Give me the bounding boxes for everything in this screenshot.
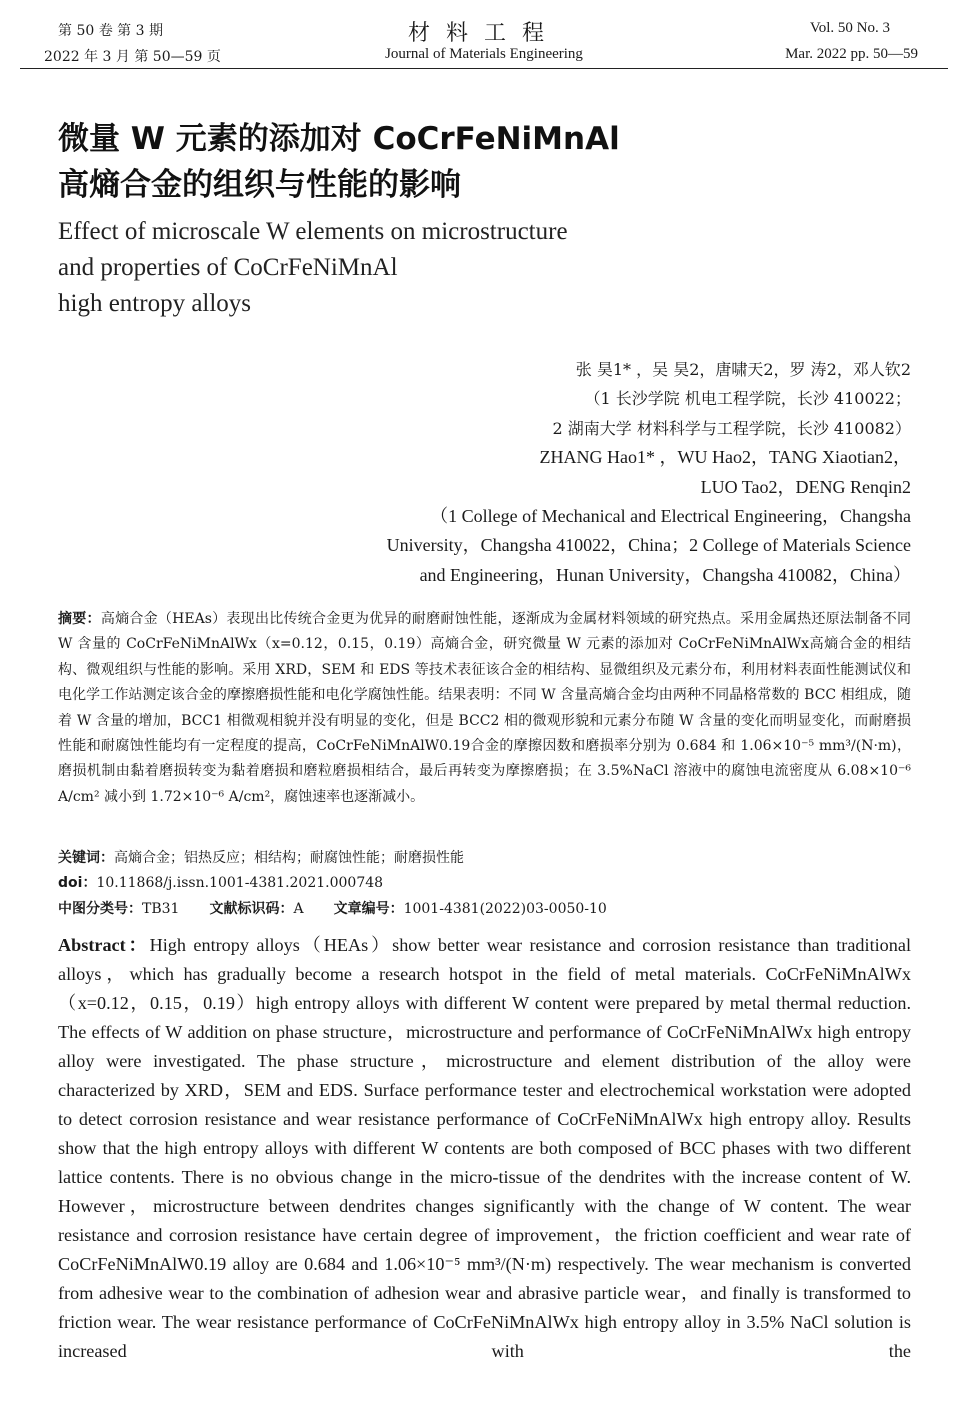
header-date-en: Mar. 2022 pp. 50—59 — [785, 46, 918, 62]
authors-chinese: 张 昊1* ，吴 昊2，唐啸天2，罗 涛2，邓人钦2 — [575, 360, 911, 379]
doi-line — [58, 871, 911, 895]
abstract-chinese-text: 高熵合金（HEAs）表现出比传统合金更为优异的耐磨耐蚀性能，逐渐成为金属材料领域的研究热点。采用金属热还原法制备不同 W 含量的 CoCrFeNiMnAlWx（x=0.12，0.15，0.19）高熵合金，研究微量 W 元素的添加对 CoCrFeNiMnAlWx高熵合金的相结构、微观组织与性能的影响。采用 XRD，SEM 和 EDS 等技术表征该合金的相结构、显微组织及元素分布，利用材料表面性能测试仪和电化学工作站测定该合金的摩擦磨损性能和电化学腐蚀性能。结果表明：不同 W 含量高熵合金均由两种不同晶格常数的 BCC 相组成，随着 W 含量的增加，BCC1 相微观相貌并没有明显的变化，但是 BCC2 相的微观形貌和元素分布随 W 含量的变化而明显变化，而耐磨损性能和耐腐蚀性能均有一定程度的提高，CoCrFeNiMnAlW0.19合金的摩擦因数和磨损率分别为 0.684 和 1.06×10⁻⁵ mm³/(N·m)，磨损机制由黏着磨损转变为黏着磨损和磨粒磨损相结合，最后再转变为摩擦磨损；在 3.5%NaCl 溶液中的腐蚀电流密度从 6.08×10⁻⁶ A/cm² 减小到 1.72×10⁻⁶ A/cm²，腐蚀速率也逐渐减小。 — [58, 611, 911, 805]
affiliation-chinese-1: （1 长沙学院 机电工程学院，长沙 410022； — [584, 389, 911, 409]
header-date-zh: 2022 年 3 月 第 50—59 页 — [44, 49, 221, 65]
abstract-english — [58, 931, 911, 1366]
header-volume-zh: 第 50 卷 第 3 期 — [58, 23, 163, 39]
doi-link[interactable]: 10.11868/j.issn.1001-4381.2021.000748 — [96, 875, 384, 891]
affiliation-english-2: University，Changsha 410022，China；2 College of Materials Science — [386, 535, 911, 556]
abstract-english-text: High entropy alloys（HEAs）show better wear resistance and corrosion resistance than traditional alloys，which has gradually become a research hotspot in the field of metal materials. CoCrFeNiMnAlWx（x=0.12，0.15，0.19）high entropy alloys with different W content were prepared by metal thermal reduction. The effects of W addition on phase structure，microstructure and performance of CoCrFeNiMnAlWx high entropy alloy were investigated. The phase structure，microstructure and element distribution of the alloy were characterized by XRD，SEM and EDS. Surface performance tester and electrochemical workstation were adopted to detect corrosion resistance and wear resistance performance of CoCrFeNiMnAlWx high entropy alloy. Results show that the high entropy alloys with different W contents are both composed of BCC phases with two different lattice contents. There is no obvious change in the micro-tissue of the dendrites with the increase content of W. However，microstructure between dendrites changes significantly with the change of W content. The wear resistance and corrosion resistance have certain degree of improvement，the friction coefficient and wear rate of CoCrFeNiMnAlW0.19 alloy are 0.684 and 1.06×10⁻⁵ mm³/(N·m) respectively. The wear mechanism is converted from adhesive wear to the combination of adhesion wear and abrasive particle wear，and finally is transformed to friction wear. The wear resistance performance of CoCrFeNiMnAlWx high entropy alloy in 3.5% NaCl solution is increased with the — [58, 935, 911, 1361]
authors-english-2: LUO Tao2，DENG Renqin2 — [700, 476, 911, 497]
clc-value: TB31 — [142, 901, 180, 917]
abstract-chinese-label: 摘要： — [58, 611, 101, 627]
author-block — [291, 355, 911, 590]
doc-code-label: 文献标识码： — [209, 901, 294, 917]
authors-english-1: ZHANG Hao1* ，WU Hao2，TANG Xiaotian2， — [539, 447, 911, 468]
affiliation-english-1: （1 College of Mechanical and Electrical Engineering，Changsha — [430, 506, 911, 527]
affiliation-chinese-2: 2 湖南大学 材料科学与工程学院，长沙 410082） — [552, 418, 911, 438]
doc-code-value: A — [293, 901, 304, 917]
keywords-line — [58, 846, 911, 870]
header-journal-zh: 材料工程 — [407, 21, 560, 46]
article-number-label: 文章编号： — [333, 901, 404, 917]
header-volume-en: Vol. 50 No. 3 — [809, 20, 890, 36]
keywords-text: 高熵合金；铝热反应；相结构；耐腐蚀性能；耐磨损性能 — [114, 850, 464, 866]
title-chinese: 微量 W 元素的添加对 CoCrFeNiMnAl 高熵合金的组织与性能的影响 — [58, 121, 620, 203]
abstract-chinese — [58, 607, 911, 810]
running-header — [20, 14, 948, 69]
header-journal-en: Journal of Materials Engineering — [385, 46, 583, 62]
abstract-english-label: Abstract： — [58, 935, 150, 955]
clc-label: 中图分类号： — [58, 901, 142, 917]
classification-line — [58, 897, 911, 921]
article-number-value: 1001-4381(2022)03-0050-10 — [403, 901, 607, 917]
doi-label: doi： — [58, 875, 97, 891]
title-english: Effect of microscale W elements on microstructure and properties of CoCrFeNiMnAl high entropy alloys — [58, 218, 568, 317]
affiliation-english-3: and Engineering，Hunan University，Changsha 410082，China） — [419, 564, 911, 585]
keywords-label: 关键词： — [58, 850, 114, 866]
